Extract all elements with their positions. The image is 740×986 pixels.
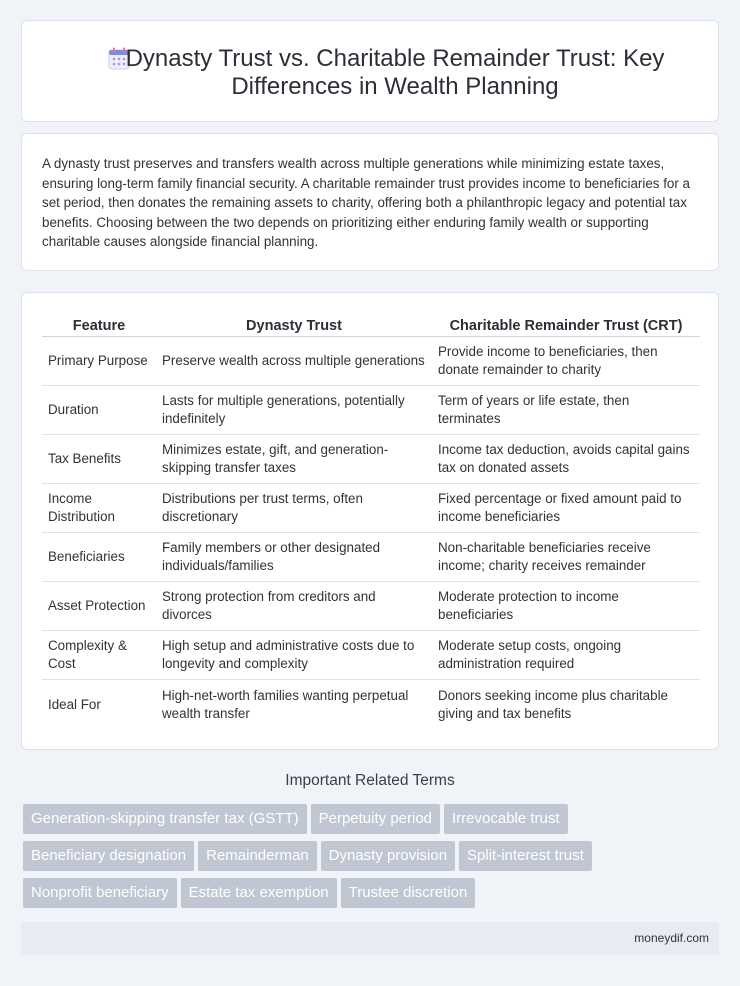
cell-crt: Income tax deduction, avoids capital gains tax on donated assets bbox=[432, 435, 700, 484]
footer-site[interactable]: moneydif.com bbox=[634, 931, 709, 945]
footer bbox=[21, 922, 719, 955]
summary-text: A dynasty trust preserves and transfers wealth across multiple generations while minimizing estate taxes, ensuring long-term family financial security. A charitable remainder trust provides income to beneficiaries for a set period, then donates the remaining assets to charity, offering both a philanthropic legacy and potential tax benefits. Choosing between the two depends on prioritizing either enduring family wealth or supporting charitable causes alongside financial planning. bbox=[42, 156, 691, 250]
table-row bbox=[42, 533, 700, 582]
comparison-table-card bbox=[21, 292, 719, 750]
title-card bbox=[21, 20, 719, 122]
cell-crt: Donors seeking income plus charitable giving and tax benefits bbox=[438, 687, 668, 721]
related-term-tag[interactable]: Split-interest trust bbox=[459, 841, 592, 871]
table-row bbox=[42, 631, 700, 680]
cell-feature: Beneficiaries bbox=[42, 533, 156, 582]
page-title: Dynasty Trust vs. Charitable Remainder Trust: Key Differences in Wealth Planning bbox=[125, 45, 665, 100]
cell-dynasty-trust: Distributions per trust terms, often discretionary bbox=[156, 484, 432, 533]
related-term-tag[interactable]: Beneficiary designation bbox=[23, 841, 194, 871]
summary-card bbox=[21, 133, 719, 271]
cell-feature: Duration bbox=[42, 386, 156, 435]
cell-dynasty-trust: High setup and administrative costs due to longevity and complexity bbox=[156, 631, 432, 680]
header-crt: Charitable Remainder Trust (CRT) bbox=[432, 315, 700, 337]
related-term-tag[interactable]: Irrevocable trust bbox=[444, 804, 568, 834]
cell-crt: Term of years or life estate, then terminates bbox=[432, 386, 700, 435]
cell-crt: Fixed percentage or fixed amount paid to income beneficiaries bbox=[432, 484, 700, 533]
header-dynasty-trust: Dynasty Trust bbox=[156, 315, 432, 337]
table-row bbox=[42, 386, 700, 435]
cell-dynasty-trust: Strong protection from creditors and divorces bbox=[156, 582, 432, 631]
related-term-tag[interactable]: Nonprofit beneficiary bbox=[23, 878, 177, 908]
related-term-tag[interactable]: Remainderman bbox=[198, 841, 317, 871]
cell-crt: Moderate setup costs, ongoing administration required bbox=[432, 631, 700, 680]
table-row bbox=[42, 680, 700, 729]
cell-feature: Ideal For bbox=[48, 696, 101, 712]
comparison-table bbox=[42, 315, 700, 729]
cell-dynasty-trust: Preserve wealth across multiple generations bbox=[156, 337, 432, 386]
cell-crt: Non-charitable beneficiaries receive income; charity receives remainder bbox=[432, 533, 700, 582]
related-terms-heading: Important Related Terms bbox=[285, 772, 455, 789]
related-term-tag[interactable]: Perpetuity period bbox=[311, 804, 440, 834]
cell-dynasty-trust: High-net-worth families wanting perpetual wealth transfer bbox=[162, 687, 409, 721]
cell-feature: Tax Benefits bbox=[42, 435, 156, 484]
cell-feature: Primary Purpose bbox=[42, 337, 156, 386]
table-row bbox=[42, 582, 700, 631]
table-row bbox=[42, 435, 700, 484]
header-feature: Feature bbox=[42, 315, 156, 337]
cell-feature: Complexity & Cost bbox=[42, 631, 156, 680]
cell-crt: Moderate protection to income beneficiaries bbox=[432, 582, 700, 631]
cell-crt: Provide income to beneficiaries, then donate remainder to charity bbox=[432, 337, 700, 386]
related-term-tag[interactable]: Dynasty provision bbox=[321, 841, 455, 871]
related-term-tag[interactable]: Trustee discretion bbox=[341, 878, 476, 908]
cell-feature: Asset Protection bbox=[42, 582, 156, 631]
cell-dynasty-trust: Lasts for multiple generations, potentially indefinitely bbox=[156, 386, 432, 435]
table-header-row bbox=[42, 315, 700, 337]
cell-dynasty-trust: Minimizes estate, gift, and generation-skipping transfer taxes bbox=[156, 435, 432, 484]
table-row bbox=[42, 337, 700, 386]
related-term-tag[interactable]: Estate tax exemption bbox=[181, 878, 337, 908]
related-terms-list bbox=[23, 804, 723, 915]
table-row bbox=[42, 484, 700, 533]
cell-feature: Income Distribution bbox=[42, 484, 156, 533]
related-term-tag[interactable]: Generation-skipping transfer tax (GSTT) bbox=[23, 804, 307, 834]
cell-dynasty-trust: Family members or other designated individuals/families bbox=[156, 533, 432, 582]
